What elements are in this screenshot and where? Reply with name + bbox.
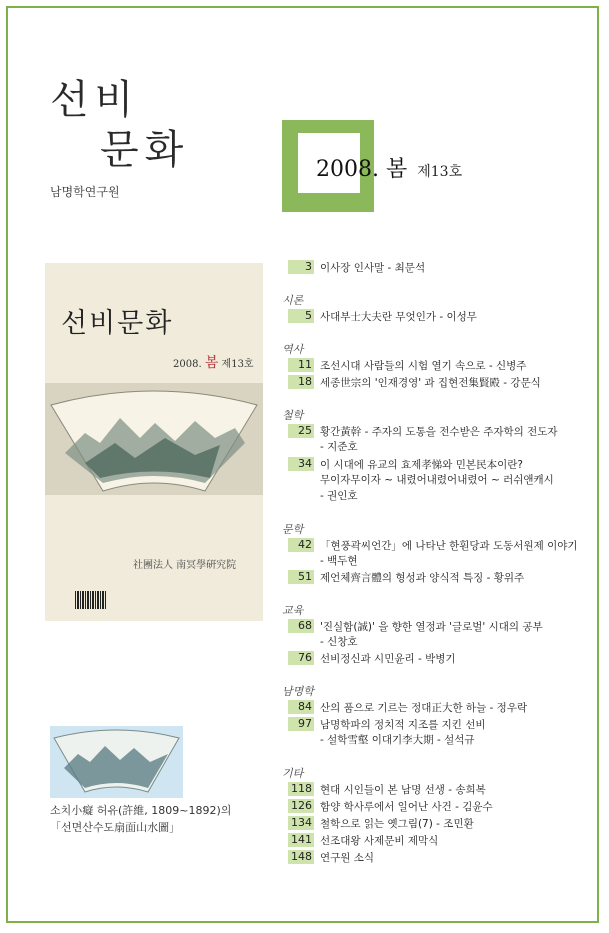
issue-number: 제13호 bbox=[417, 164, 463, 180]
issue-year-season: 2008. 봄 bbox=[316, 157, 408, 182]
toc-page: 5 bbox=[288, 309, 314, 323]
toc-title: 조선시대 사람들의 시험 열기 속으로 - 신병주 bbox=[320, 359, 527, 372]
toc-item[interactable] bbox=[288, 699, 527, 715]
toc-title: '진실함(誠)' 을 향한 열정과 '글로벌' 시대의 공부 bbox=[320, 620, 543, 633]
toc-item[interactable] bbox=[288, 569, 524, 585]
toc-item[interactable] bbox=[288, 650, 456, 666]
fan-thumbnail-icon bbox=[50, 726, 183, 798]
cover-issue-season: 봄 bbox=[204, 355, 219, 371]
barcode-icon bbox=[75, 591, 107, 609]
toc-section-history: 역사 bbox=[282, 343, 304, 356]
toc-section-literature: 문학 bbox=[282, 523, 304, 536]
toc-title: 황간黃幹 - 주자의 도통을 전수받은 주자학의 전도자 bbox=[320, 425, 558, 438]
institute-name: 남명학연구원 bbox=[50, 185, 120, 199]
toc-section-etc: 기타 bbox=[282, 767, 304, 780]
toc-page: 84 bbox=[288, 700, 314, 714]
cover-image bbox=[45, 263, 263, 621]
toc-subline: - 설학雪壑 이대기李大期 - 설석규 bbox=[320, 734, 475, 746]
fan-thumbnail bbox=[50, 726, 183, 798]
toc-section-philosophy: 철학 bbox=[282, 409, 304, 422]
toc-title: 세종世宗의 '인재경영' 과 집현전集賢殿 - 강문식 bbox=[320, 376, 541, 389]
toc-page: 34 bbox=[288, 457, 314, 471]
cover-issue bbox=[173, 352, 254, 372]
cover-publisher: 社團法人 南冥學硏究院 bbox=[133, 560, 237, 571]
toc-section-education: 교육 bbox=[282, 604, 304, 617]
toc-item[interactable] bbox=[288, 815, 474, 831]
toc-item[interactable] bbox=[288, 716, 486, 732]
toc-title: 연구원 소식 bbox=[320, 851, 375, 864]
toc-page: 18 bbox=[288, 375, 314, 389]
masthead-title-line2: 문화 bbox=[100, 127, 190, 173]
toc-page: 51 bbox=[288, 570, 314, 584]
masthead-title-line1: 선비 bbox=[50, 77, 140, 123]
toc-item[interactable] bbox=[288, 308, 477, 324]
cover-issue-year: 2008. bbox=[173, 359, 202, 370]
toc-item[interactable] bbox=[288, 259, 425, 275]
toc-item[interactable] bbox=[288, 537, 578, 553]
toc-title: 남명학파의 정치적 지조를 지킨 선비 bbox=[320, 718, 486, 731]
toc-subline: - 권인호 bbox=[320, 490, 358, 502]
toc-item[interactable] bbox=[288, 456, 523, 472]
toc-title: 철학으로 읽는 옛그림(7) - 조민환 bbox=[320, 817, 474, 830]
toc-title: 사대부士大夫란 무엇인가 - 이성무 bbox=[320, 310, 477, 323]
toc-page: 141 bbox=[288, 833, 314, 847]
toc-page: 42 bbox=[288, 538, 314, 552]
toc-title: 산의 품으로 기르는 정대正大한 하늘 - 정우락 bbox=[320, 701, 528, 714]
toc-subline: - 지준호 bbox=[320, 441, 358, 453]
toc-page: 118 bbox=[288, 782, 314, 796]
toc-item[interactable] bbox=[288, 798, 493, 814]
caption-line2: 「선면산수도扇面山水圖」 bbox=[50, 821, 181, 834]
toc-item[interactable] bbox=[288, 781, 486, 797]
toc-title: 함양 학사루에서 일어난 사건 - 김윤수 bbox=[320, 800, 493, 813]
toc-item[interactable] bbox=[288, 849, 374, 865]
toc-page: 97 bbox=[288, 717, 314, 731]
toc-item[interactable] bbox=[288, 423, 558, 439]
toc-item[interactable] bbox=[288, 374, 541, 390]
toc-section-nammyeong: 남명학 bbox=[282, 685, 314, 698]
toc-subline: - 신창호 bbox=[320, 636, 358, 648]
toc-page: 25 bbox=[288, 424, 314, 438]
toc-page: 148 bbox=[288, 850, 314, 864]
caption-line1: 소치小癡 허유(許維, 1809~1892)의 bbox=[50, 804, 232, 817]
toc-title: 이사장 인사말 - 최문석 bbox=[320, 261, 426, 274]
toc-page: 76 bbox=[288, 651, 314, 665]
toc-page: 134 bbox=[288, 816, 314, 830]
toc-subline: - 백두현 bbox=[320, 555, 358, 567]
toc-title: 「현풍곽씨언간」에 나타난 한훤당과 도동서원제 이야기 bbox=[320, 539, 578, 552]
issue-label bbox=[316, 152, 462, 183]
cover-issue-number: 제13호 bbox=[221, 359, 254, 370]
toc-subline: 무이자무이자 ~ 내렸어내렸어내렸어 ~ 러쉬앤캐시 bbox=[320, 474, 554, 486]
toc-title: 이 시대에 유교의 효제孝悌와 민본民本이란? bbox=[320, 458, 523, 471]
cover-title: 선비문화 bbox=[61, 308, 174, 339]
toc-title: 선조대왕 사제문비 제막식 bbox=[320, 834, 439, 847]
toc-title: 제언체齊言體의 형성과 양식적 특징 - 황위주 bbox=[320, 571, 525, 584]
toc-title: 선비정신과 시민윤리 - 박병기 bbox=[320, 652, 456, 665]
toc-item[interactable] bbox=[288, 357, 526, 373]
painting-caption bbox=[50, 802, 231, 836]
toc-page: 3 bbox=[288, 260, 314, 274]
fan-painting-icon bbox=[45, 383, 263, 495]
toc-item[interactable] bbox=[288, 832, 438, 848]
toc-page: 68 bbox=[288, 619, 314, 633]
toc-page: 11 bbox=[288, 358, 314, 372]
toc-section-sironn: 시론 bbox=[282, 294, 304, 307]
toc-item[interactable] bbox=[288, 618, 543, 634]
toc-title: 현대 시인들이 본 남명 선생 - 송희복 bbox=[320, 783, 486, 796]
toc-page: 126 bbox=[288, 799, 314, 813]
